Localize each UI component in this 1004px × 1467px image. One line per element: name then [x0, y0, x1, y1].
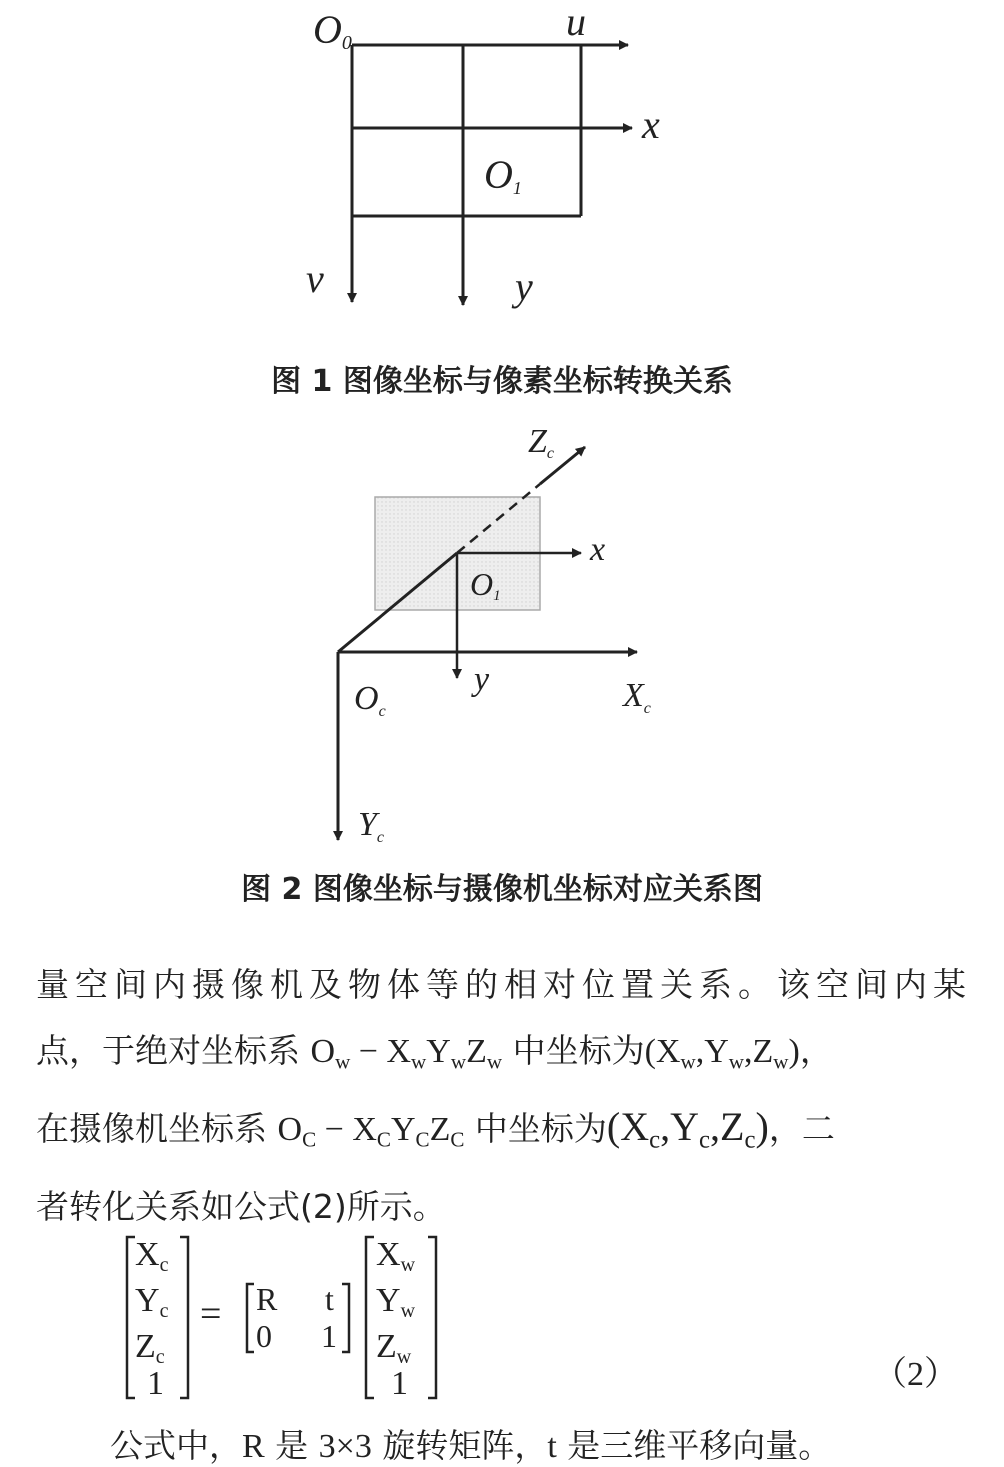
matrix-entry-t: t	[325, 1281, 334, 1317]
paragraph-line: 量空间内摄像机及物体等的相对位置关系。该空间内某	[36, 965, 966, 1004]
text-run: 中坐标为	[474, 1109, 607, 1149]
closing-sentence	[110, 1420, 831, 1467]
right-vector-entry: Xw	[376, 1236, 416, 1276]
figure-2-caption: 图 2 图像坐标与摄像机坐标对应关系图	[241, 872, 763, 907]
equation-2	[127, 1236, 436, 1402]
yc-axis-label: $Y_c$	[358, 806, 385, 846]
left-vector-bracket-left	[127, 1237, 135, 1398]
origin-o0-label: O0	[313, 7, 352, 54]
center-o1-label: O1	[470, 566, 501, 604]
y-axis-label: y	[515, 264, 533, 309]
left-vector-entry: 1	[147, 1365, 164, 1402]
text-run: ，	[799, 1031, 833, 1070]
world-coordinate-system: $O_w - X_wY_wZ_w$	[310, 1033, 503, 1074]
zc-axis-label: Zc	[528, 423, 555, 462]
paragraph-line	[36, 1018, 966, 1094]
matrix-bracket-left	[247, 1284, 254, 1352]
left-vector-bracket-right	[180, 1237, 188, 1398]
v-axis-label: v	[306, 256, 324, 301]
y-image-label: y	[474, 661, 490, 698]
body-paragraph	[36, 952, 966, 1240]
right-vector-entry: Yw	[376, 1282, 416, 1322]
right-vector-entry: 1	[391, 1365, 408, 1402]
center-o1-label: O1	[484, 152, 522, 198]
oc-label: $O_c$	[354, 680, 386, 720]
paragraph-line: 者转化关系如公式(2)所示。	[36, 1186, 446, 1226]
text-run: ，二	[768, 1109, 835, 1149]
u-axis-label: u	[566, 0, 586, 44]
matrix-entry-r: R	[256, 1281, 278, 1317]
figure-1-caption: 图 1 图像坐标与像素坐标转换关系	[271, 364, 733, 399]
right-vector-bracket-right	[428, 1237, 436, 1398]
text-run: 点，于绝对坐标系	[36, 1031, 300, 1070]
text-run: 旋转矩阵，	[371, 1426, 548, 1465]
left-vector-entry: Xc	[135, 1236, 169, 1276]
text-run: 在摄像机坐标系	[36, 1109, 267, 1149]
camera-coordinates: $(X_c,Y_c,Z_c)$	[606, 1104, 769, 1154]
left-vector-entry: Yc	[135, 1282, 169, 1322]
matrix-entry-1: 1	[321, 1318, 337, 1354]
paragraph-line	[36, 1094, 966, 1173]
equation-number: （2）	[873, 1356, 958, 1393]
matrix-bracket-right	[342, 1284, 349, 1352]
figure-2	[338, 423, 651, 846]
rotation-symbol: R	[242, 1428, 265, 1465]
text-run: 是三维平移向量。	[556, 1426, 832, 1465]
text-run: 中坐标为	[512, 1031, 645, 1070]
camera-coordinate-system: $O_C - X_CY_CZ_C$	[277, 1111, 465, 1152]
matrix-dimensions: 3×3	[318, 1428, 372, 1465]
right-vector-entry: Zw	[376, 1328, 412, 1368]
world-coordinates: $(X_w,Y_w,Z_w)$	[644, 1033, 800, 1074]
matrix-entry-0: 0	[256, 1318, 272, 1354]
x-axis-label: x	[642, 102, 660, 147]
left-vector-entry: Zc	[135, 1328, 165, 1368]
right-vector-bracket-left	[366, 1237, 374, 1398]
equals-sign: =	[200, 1293, 222, 1335]
text-run: 公式中，	[110, 1426, 242, 1465]
text-run: 是	[264, 1426, 319, 1465]
x-image-label: x	[590, 531, 606, 568]
translation-symbol: t	[547, 1428, 557, 1465]
xc-axis-label: $X_c$	[623, 677, 651, 717]
figure-1	[306, 0, 660, 309]
